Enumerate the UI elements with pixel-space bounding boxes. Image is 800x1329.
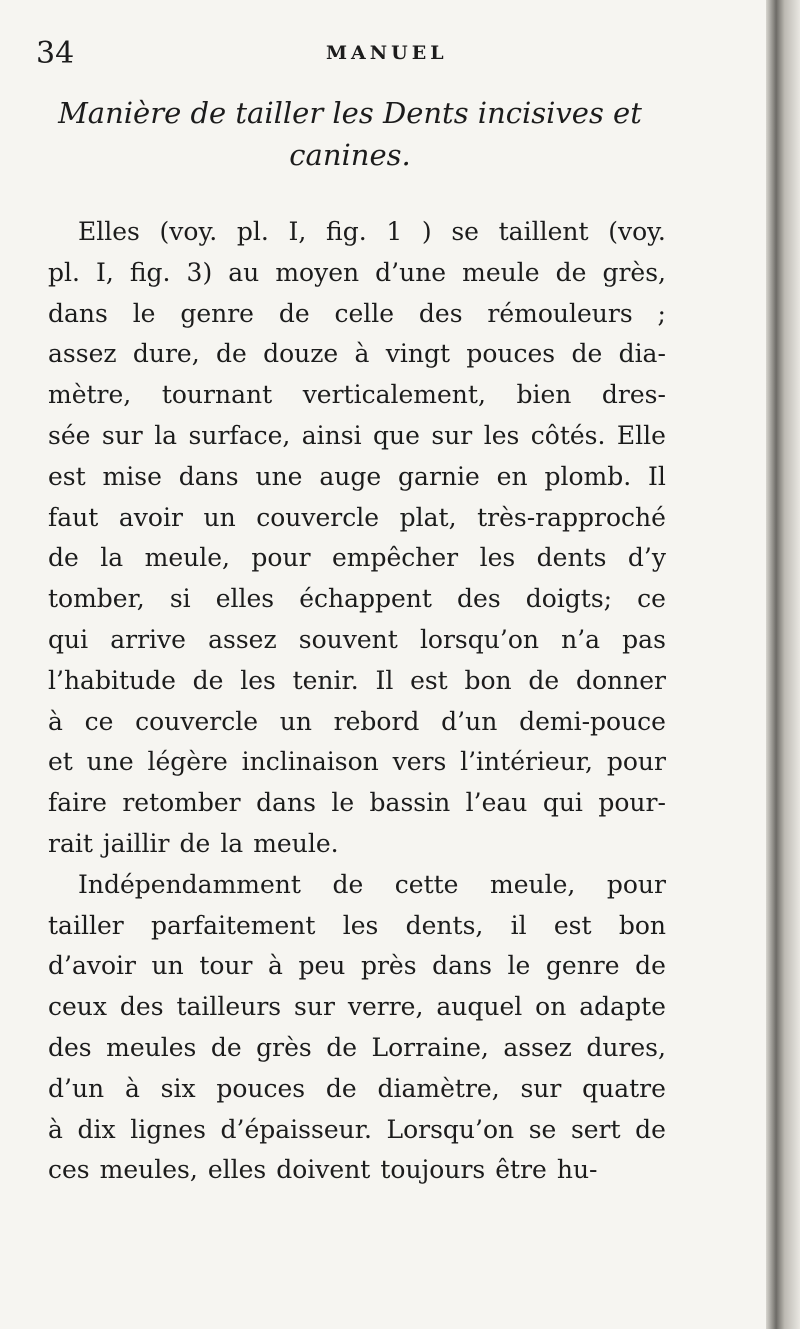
text-line: tailler parfaitement les dents, il est bon [48, 910, 666, 940]
text-line: Indépendamment de cette meule, pour [78, 869, 666, 899]
text-line: des meules de grès de Lorraine, assez dures, [48, 1032, 666, 1062]
page-edge-shadow [766, 0, 800, 1329]
page-header [36, 36, 656, 76]
section-title [50, 92, 650, 176]
paragraph [48, 865, 666, 1191]
body-text [48, 212, 666, 1191]
text-line: d’avoir un tour à peu près dans le genre de [48, 951, 666, 981]
text-line: assez dure, de douze à vingt pouces de dia- [48, 339, 666, 369]
paragraph [48, 212, 666, 865]
text-line: et une légère inclinaison vers l’intérieur, pour [48, 747, 666, 777]
page-number: 34 [36, 36, 75, 71]
text-line: à dix lignes d’épaisseur. Lorsqu’on se sert de [48, 1114, 666, 1144]
text-line: d’un à six pouces de diamètre, sur quatre [48, 1073, 666, 1103]
text-line: l’habitude de les tenir. Il est bon de donner [48, 665, 666, 695]
section-title-line: Manière de tailler les Dents incisives et [58, 96, 642, 130]
text-line: sée sur la surface, ainsi que sur les côtés. Elle [48, 420, 666, 450]
text-line: Elles (voy. pl. I, fig. 1 ) se taillent (voy. [78, 217, 666, 246]
text-line: rait jaillir de la meule. [48, 828, 339, 858]
text-line: ceux des tailleurs sur verre, auquel on adapte [48, 992, 666, 1022]
text-line: mètre, tournant verticalement, bien dres- [48, 380, 666, 410]
text-line: à ce couvercle un rebord d’un demi-pouce [48, 706, 666, 736]
text-line: faut avoir un couvercle plat, très-rapproché [48, 502, 666, 532]
text-line: pl. I, fig. 3) au moyen d’une meule de grès, [48, 257, 666, 287]
section-title-line: canines. [289, 138, 411, 172]
running-head: MANUEL [326, 42, 448, 64]
text-line: faire retomber dans le bassin l’eau qui pour- [48, 788, 666, 818]
text-line: qui arrive assez souvent lorsqu’on n’a pas [48, 624, 666, 654]
text-line: ces meules, elles doivent toujours être hu- [48, 1155, 598, 1185]
text-line: de la meule, pour empêcher les dents d’y [48, 543, 666, 573]
text-line: est mise dans une auge garnie en plomb. Il [48, 461, 666, 491]
text-line: tomber, si elles échappent des doigts; ce [48, 584, 666, 614]
text-line: dans le genre de celle des rémouleurs ; [48, 298, 666, 328]
